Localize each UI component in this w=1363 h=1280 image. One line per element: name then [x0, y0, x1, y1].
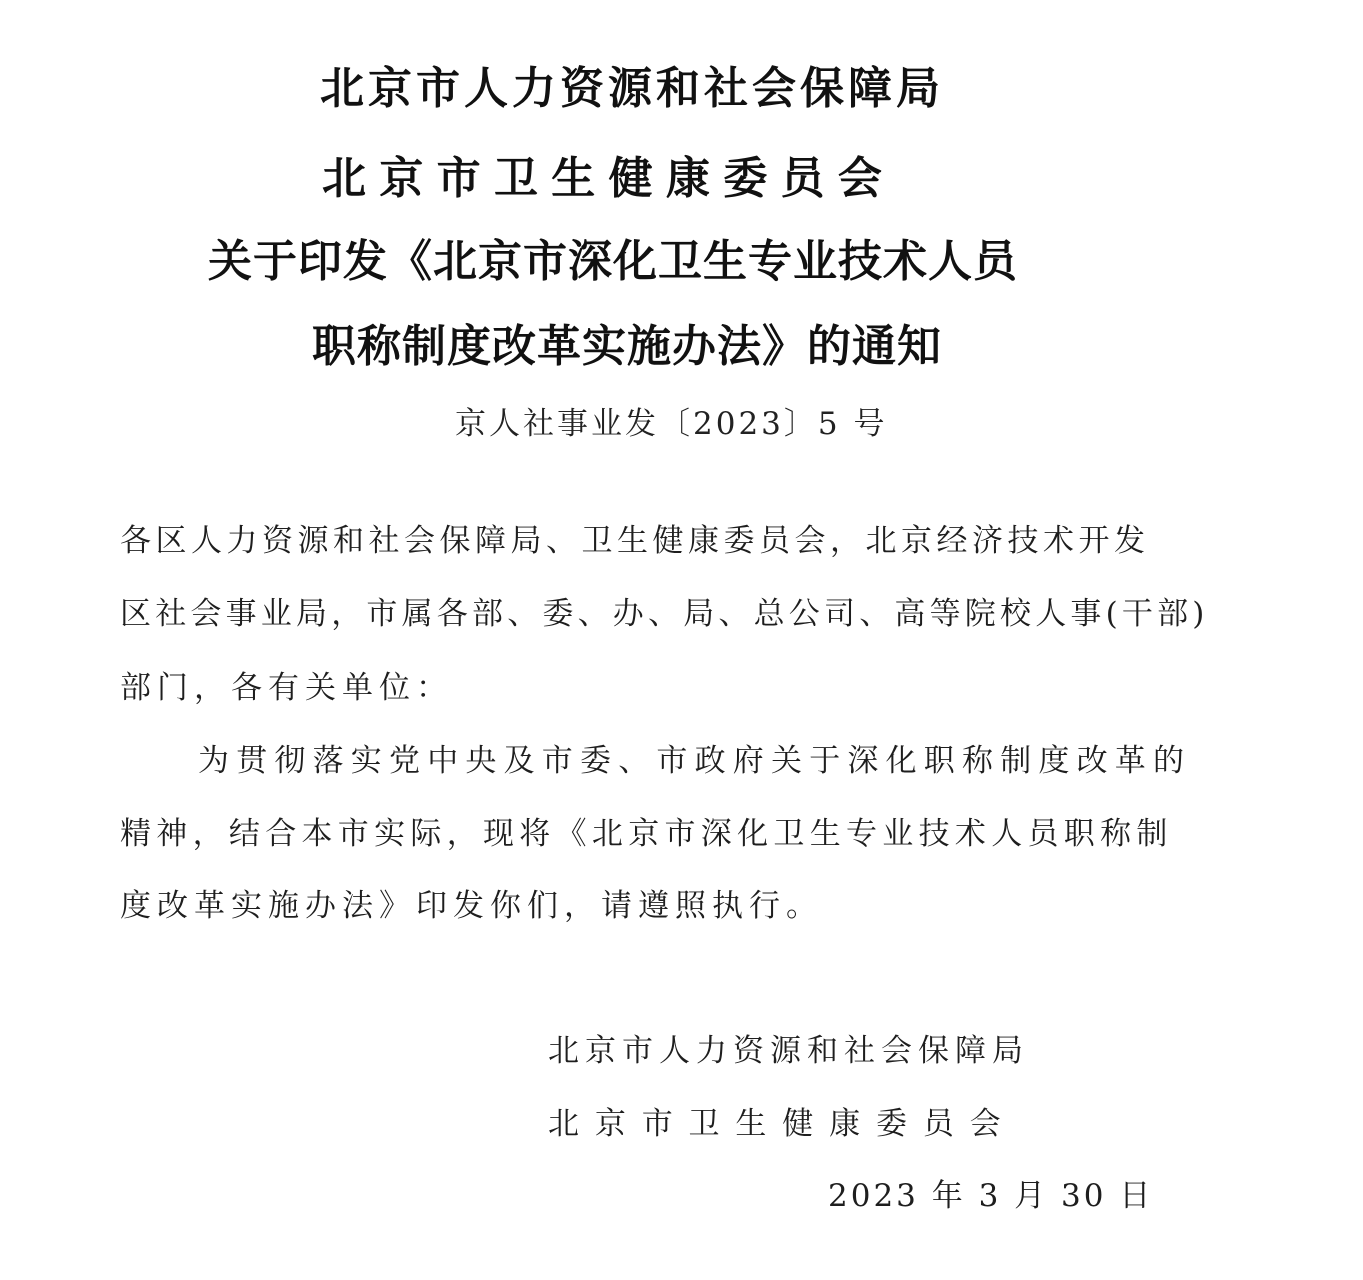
addressee-line-3: 部门，各有关单位：: [120, 670, 453, 706]
document-number: 京人社事业发〔2023〕5 号: [455, 406, 888, 442]
body-paragraph-line-3: 度改革实施办法》印发你们，请遵照执行。: [120, 888, 823, 924]
heading-line-2: 北 京 市 卫 生 健 康 委 员 会: [322, 153, 882, 204]
addressee-line-2: 区社会事业局，市属各部、委、办、局、总公司、高等院校人事(干部): [120, 596, 1209, 632]
body-paragraph-line-2: 精神，结合本市实际，现将《北京市深化卫生专业技术人员职称制: [120, 816, 1173, 852]
heading-line-4: 职称制度改革实施办法》的通知: [312, 321, 942, 372]
issue-date: 2023 年 3 月 30 日: [828, 1178, 1154, 1214]
addressee-line-1: 各区人力资源和社会保障局、卫生健康委员会，北京经济技术开发: [120, 523, 1150, 559]
issuer-line-1: 北京市人力资源和社会保障局: [548, 1033, 1029, 1069]
heading-line-3: 关于印发《北京市深化卫生专业技术人员: [208, 236, 1018, 287]
body-paragraph-line-1: 为贯彻落实党中央及市委、市政府关于深化职称制度改革的: [198, 743, 1192, 779]
heading-line-1: 北京市人力资源和社会保障局: [320, 63, 944, 114]
issuer-line-2: 北 京 市 卫 生 健 康 委 员 会: [548, 1106, 1004, 1142]
